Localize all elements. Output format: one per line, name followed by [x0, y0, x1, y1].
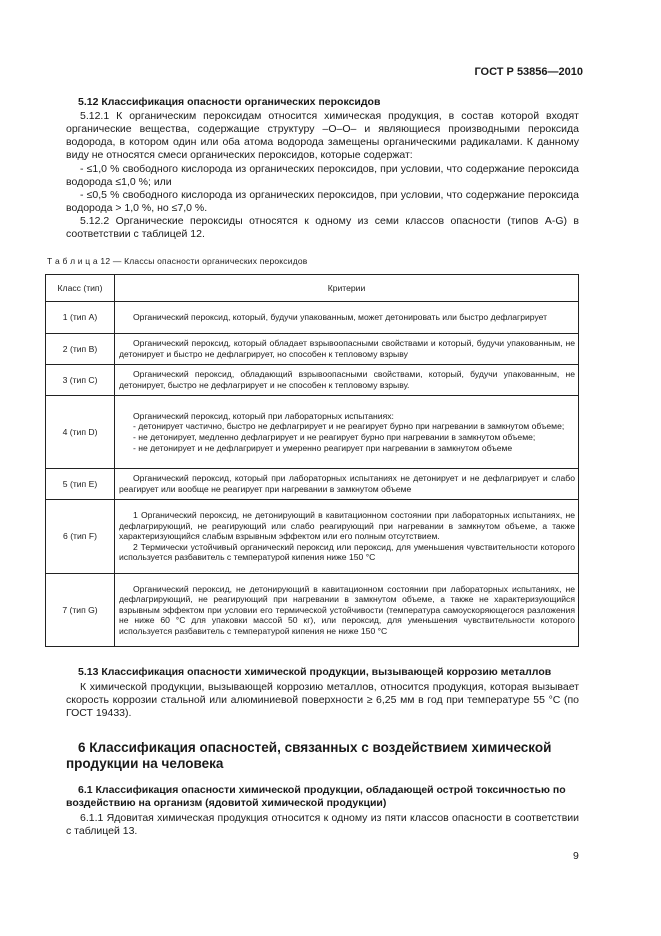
criteria-line: - не детонирует, медленно дефлагрирует и не реагирует бурно при нагревании в замкнутом объеме;: [133, 432, 536, 442]
criteria-line: Органический пероксид, который обладает взрывоопасными свойствами и который, будучи упакованным, не детонирует и быстро не дефлагрирует, но способен к тепловому взрыву: [119, 338, 575, 359]
table-header-row: [46, 275, 579, 302]
col-header-class: Класс (тип): [46, 275, 115, 302]
criteria-line: Органический пероксид, не детонирующий в кавитационном состоянии при лабораторных испытаниях, не дефлагрирующий, не реагирующий при нагревании в замкнутом объеме, а также не характеризующийся взрывным эффектом при условии его термической устойчивости (температура самоускоряющегося разложения не ниже 60 °С для упаковки массой 50 кг), или пероксид, для уменьшения чувствительности которого используется разбавитель с температурой кипения не ниже 150 °С: [119, 583, 575, 636]
paragraph-6-1-1: 6.1.1 Ядовитая химическая продукция относится к одному из пяти классов опасности в соответствии с таблицей 13.: [66, 812, 579, 837]
paragraph-5-12-1: 5.12.1 К органическим пероксидам относится химическая продукция, в состав которой входят органические вещества, содержащие структуру –О–О– и являющиеся производными пероксида водорода, в котором один или оба атома водорода замещены органическими радикалами. К данному виду не относятся смеси органических пероксидов, которые содержат:: [66, 110, 579, 161]
section-6-heading: 6 Классификация опасностей, связанных с воздействием химической продукции на человека: [66, 740, 552, 771]
paragraph-5-13: К химической продукции, вызывающей коррозию металлов, относится продукция, которая вызывает скорость коррозии стальной или алюминиевой поверхности ≥ 6,25 мм в год при температуре 55 °С (по ГОСТ 19433).: [66, 681, 579, 719]
criteria-line: Органический пероксид, который при лабораторных испытаниях не детонирует и не дефлагрирует и слабо реагирует или вообще не реагирует при нагревании в замкнутом объеме: [119, 473, 575, 494]
doc-header: ГОСТ Р 53856—2010: [474, 66, 583, 78]
section-5-12-heading: 5.12 Классификация опасности органических пероксидов: [78, 96, 381, 108]
bullet-2: - ≤0,5 % свободного кислорода из органических пероксидов, при условии, что содержание пероксида водорода > 1,0 %, но ≤7,0 %.: [66, 189, 579, 214]
table-row: [46, 500, 579, 574]
criteria-line: Органический пероксид, который при лабораторных испытаниях:: [133, 410, 394, 421]
table-row: [46, 396, 579, 469]
class-cell: 2 (тип B): [46, 334, 115, 365]
criteria-line: Органический пероксид, обладающий взрывоопасными свойствами, который, будучи упакованным, не детонирует, быстро не дефлагрирует и не способен к тепловому взрыву.: [119, 369, 575, 390]
table-row: [46, 574, 579, 647]
table-row: [46, 302, 579, 334]
criteria-line: 2 Термически устойчивый органический пероксид или пероксид, для уменьшения чувствительности которого используется разбавитель с температурой кипения ниже 150 °С: [119, 541, 575, 563]
col-header-criteria: Критерии: [115, 275, 579, 302]
section-5-13-heading: 5.13 Классификация опасности химической продукции, вызывающей коррозию металлов: [78, 666, 552, 678]
table-12: [45, 274, 579, 647]
bullet-1: - ≤1,0 % свободного кислорода из органических пероксидов, при условии, что содержание пероксида водорода ≤1,0 %; или: [66, 163, 579, 188]
page-number: 9: [573, 850, 579, 862]
class-cell: 5 (тип E): [46, 469, 115, 500]
criteria-cell: [115, 574, 579, 647]
criteria-line: Органический пероксид, который, будучи упакованным, может детонировать или быстро дефлагрирует: [133, 312, 548, 323]
criteria-line: - детонирует частично, быстро не дефлагрирует и не реагирует бурно при нагревании в замкнутом объеме;: [133, 421, 565, 432]
criteria-line: 1 Органический пероксид, не детонирующий в кавитационном состоянии при лабораторных испытаниях, не дефлагрирующий, не реагирующий или слабо реагирующий при нагревании в замкнутом объеме, а также характеризующийся слабым взрывным эффектом или его полным отсутствием.: [119, 510, 575, 542]
paragraph-5-12-2: 5.12.2 Органические пероксиды относятся к одному из семи классов опасности (типов A-G) в соответствии с таблицей 12.: [66, 215, 579, 240]
criteria-cell: [115, 302, 579, 334]
criteria-cell: [115, 500, 579, 574]
section-6-1-heading: 6.1 Классификация опасности химической продукции, обладающей острой токсичностью по воздействию на организм (ядовитой химической продукции): [66, 784, 566, 809]
class-cell: 4 (тип D): [46, 396, 115, 469]
class-cell: 3 (тип C): [46, 365, 115, 396]
criteria-cell: [115, 396, 579, 469]
class-cell: 7 (тип G): [46, 574, 115, 647]
criteria-cell: [115, 334, 579, 365]
class-cell: 6 (тип F): [46, 500, 115, 574]
table-12-caption: Т а б л и ц а 12 — Классы опасности органических пероксидов: [47, 256, 308, 266]
criteria-cell: [115, 469, 579, 500]
table-row: [46, 469, 579, 500]
criteria-cell: [115, 365, 579, 396]
table-row: [46, 334, 579, 365]
class-cell: 1 (тип A): [46, 302, 115, 334]
table-row: [46, 365, 579, 396]
criteria-line: - не детонирует и не дефлагрирует и умеренно реагирует при нагревании в замкнутом объеме: [133, 442, 513, 453]
